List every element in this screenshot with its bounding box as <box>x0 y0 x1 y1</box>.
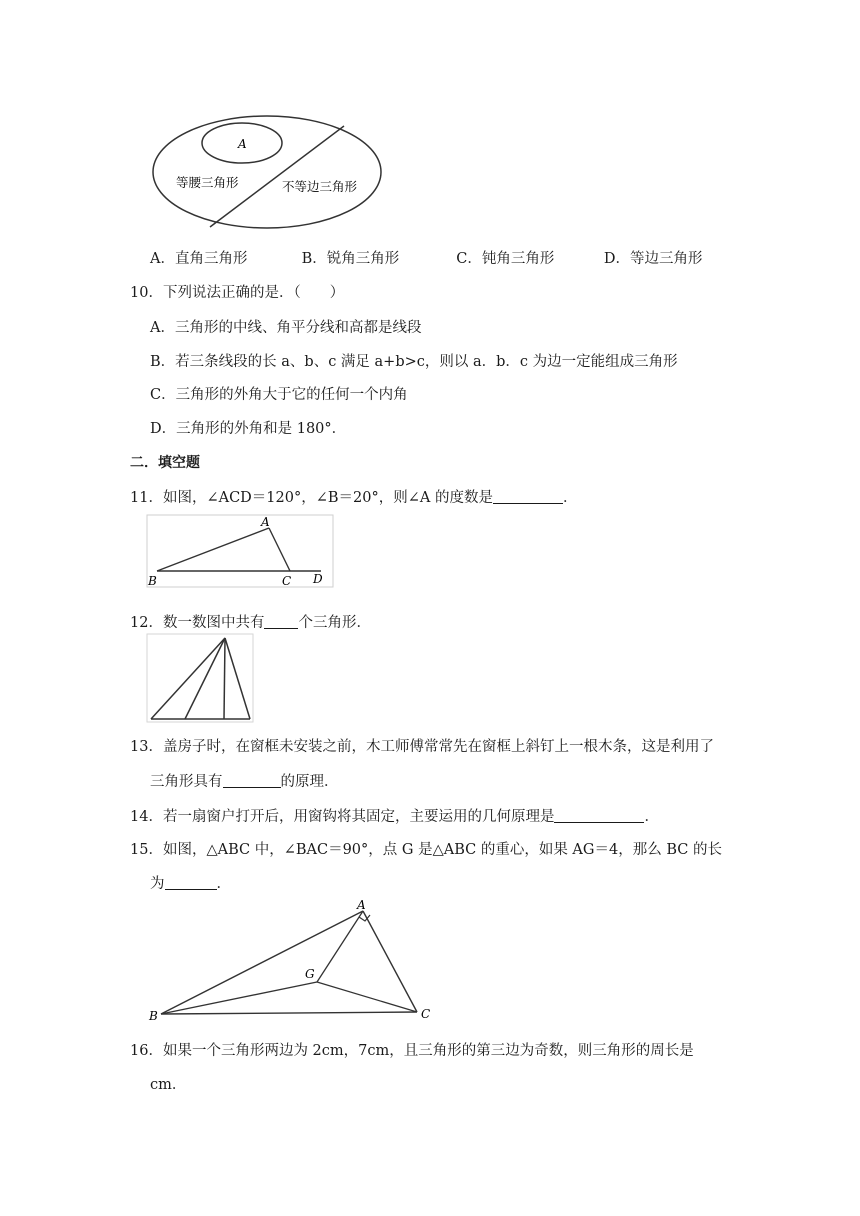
label-a: A <box>238 137 247 151</box>
q12-triangles-figure <box>145 632 255 724</box>
q13-line2 <box>150 770 339 791</box>
q13-line1: 13．盖房子时，在窗框未安装之前，木工师傅常常先在窗框上斜钉上一根木条，这是利用了 <box>130 739 714 755</box>
label-b: B <box>148 574 157 588</box>
label-scalene: 不等边三角形 <box>282 179 358 194</box>
figure-frame <box>147 515 333 587</box>
q12-stem-text: 12．数一数图中共有 <box>130 615 265 631</box>
side-bc <box>161 1012 417 1014</box>
q9-option-c[interactable]: C．钝角三角形 <box>456 251 555 267</box>
q13-answer-blank[interactable] <box>223 773 281 788</box>
q14-stem-text: 14．若一扇窗户打开后，用窗钩将其固定，主要运用的几何原理是 <box>130 809 555 825</box>
q9-option-d[interactable]: D．等边三角形 <box>603 251 703 267</box>
q15-line2-text: 为 <box>150 876 165 892</box>
q11-answer-blank[interactable] <box>493 489 563 504</box>
q10-option-d[interactable]: D．三角形的外角和是 180°． <box>150 421 347 437</box>
q13-line2-text: 三角形具有 <box>150 774 223 790</box>
side-ac <box>363 911 417 1012</box>
label-b: B <box>149 1009 158 1023</box>
segment-cg <box>317 982 417 1012</box>
q15-triangle-figure <box>145 897 435 1025</box>
q15-line2 <box>150 872 231 893</box>
q11-stem-end: ． <box>562 490 578 506</box>
q9-options <box>150 247 702 268</box>
q12-stem <box>130 611 371 632</box>
q15-answer-blank[interactable] <box>165 875 217 890</box>
q15-line2-end: ． <box>216 876 231 892</box>
q12-answer-blank[interactable] <box>264 614 298 629</box>
q10-stem: 10．下列说法正确的是．（ ） <box>130 285 345 301</box>
inner-line-2 <box>224 638 225 719</box>
label-a: A <box>357 898 366 912</box>
section-title-fill-blank: 二．填空题 <box>130 455 200 471</box>
inner-line-1 <box>185 638 225 719</box>
q11-stem-text: 11．如图，∠ACD＝120°，∠B＝20°，则∠A 的度数是 <box>130 490 493 506</box>
label-d: D <box>313 572 323 586</box>
q10-option-a[interactable]: A．三角形的中线、角平分线和高都是线段 <box>150 320 422 336</box>
side-ac <box>269 528 290 571</box>
segment-ag <box>317 911 363 982</box>
label-c: C <box>421 1007 431 1021</box>
left-side <box>151 638 225 719</box>
q15-line1: 15．如图，△ABC 中，∠BAC＝90°，点 G 是△ABC 的重心，如果 AG＝4，那么 BC 的长 <box>130 842 722 858</box>
q11-triangle-figure <box>145 513 335 591</box>
label-g: G <box>305 967 315 981</box>
label-c: C <box>282 574 292 588</box>
side-ba <box>157 528 269 571</box>
segment-bg <box>161 982 317 1014</box>
q11-stem <box>130 486 577 507</box>
q9-option-b[interactable]: B．锐角三角形 <box>301 251 400 267</box>
right-side <box>225 638 250 719</box>
q16-line1: 16．如果一个三角形两边为 2cm，7cm，且三角形的第三边为奇数，则三角形的周长是 <box>130 1043 694 1059</box>
q9-option-a[interactable]: A．直角三角形 <box>150 251 248 267</box>
q14-answer-blank[interactable] <box>554 808 644 823</box>
q14-stem-end: ． <box>644 809 659 825</box>
q16-line2: cm． <box>150 1077 187 1093</box>
q14-stem <box>130 805 659 826</box>
outer-ellipse <box>153 116 381 228</box>
q13-line2-end: 的原理． <box>280 774 339 790</box>
q10-option-c[interactable]: C．三角形的外角大于它的任何一个内角 <box>150 387 408 403</box>
q9-venn-figure <box>148 110 388 234</box>
q12-stem-end: 个三角形． <box>298 615 371 631</box>
q10-option-b[interactable]: B．若三条线段的长 a、b、c 满足 a+b>c，则以 a．b．c 为边一定能组成三角形 <box>150 354 678 370</box>
side-ba <box>161 911 363 1014</box>
label-isosceles: 等腰三角形 <box>176 175 239 190</box>
label-a: A <box>261 515 270 529</box>
